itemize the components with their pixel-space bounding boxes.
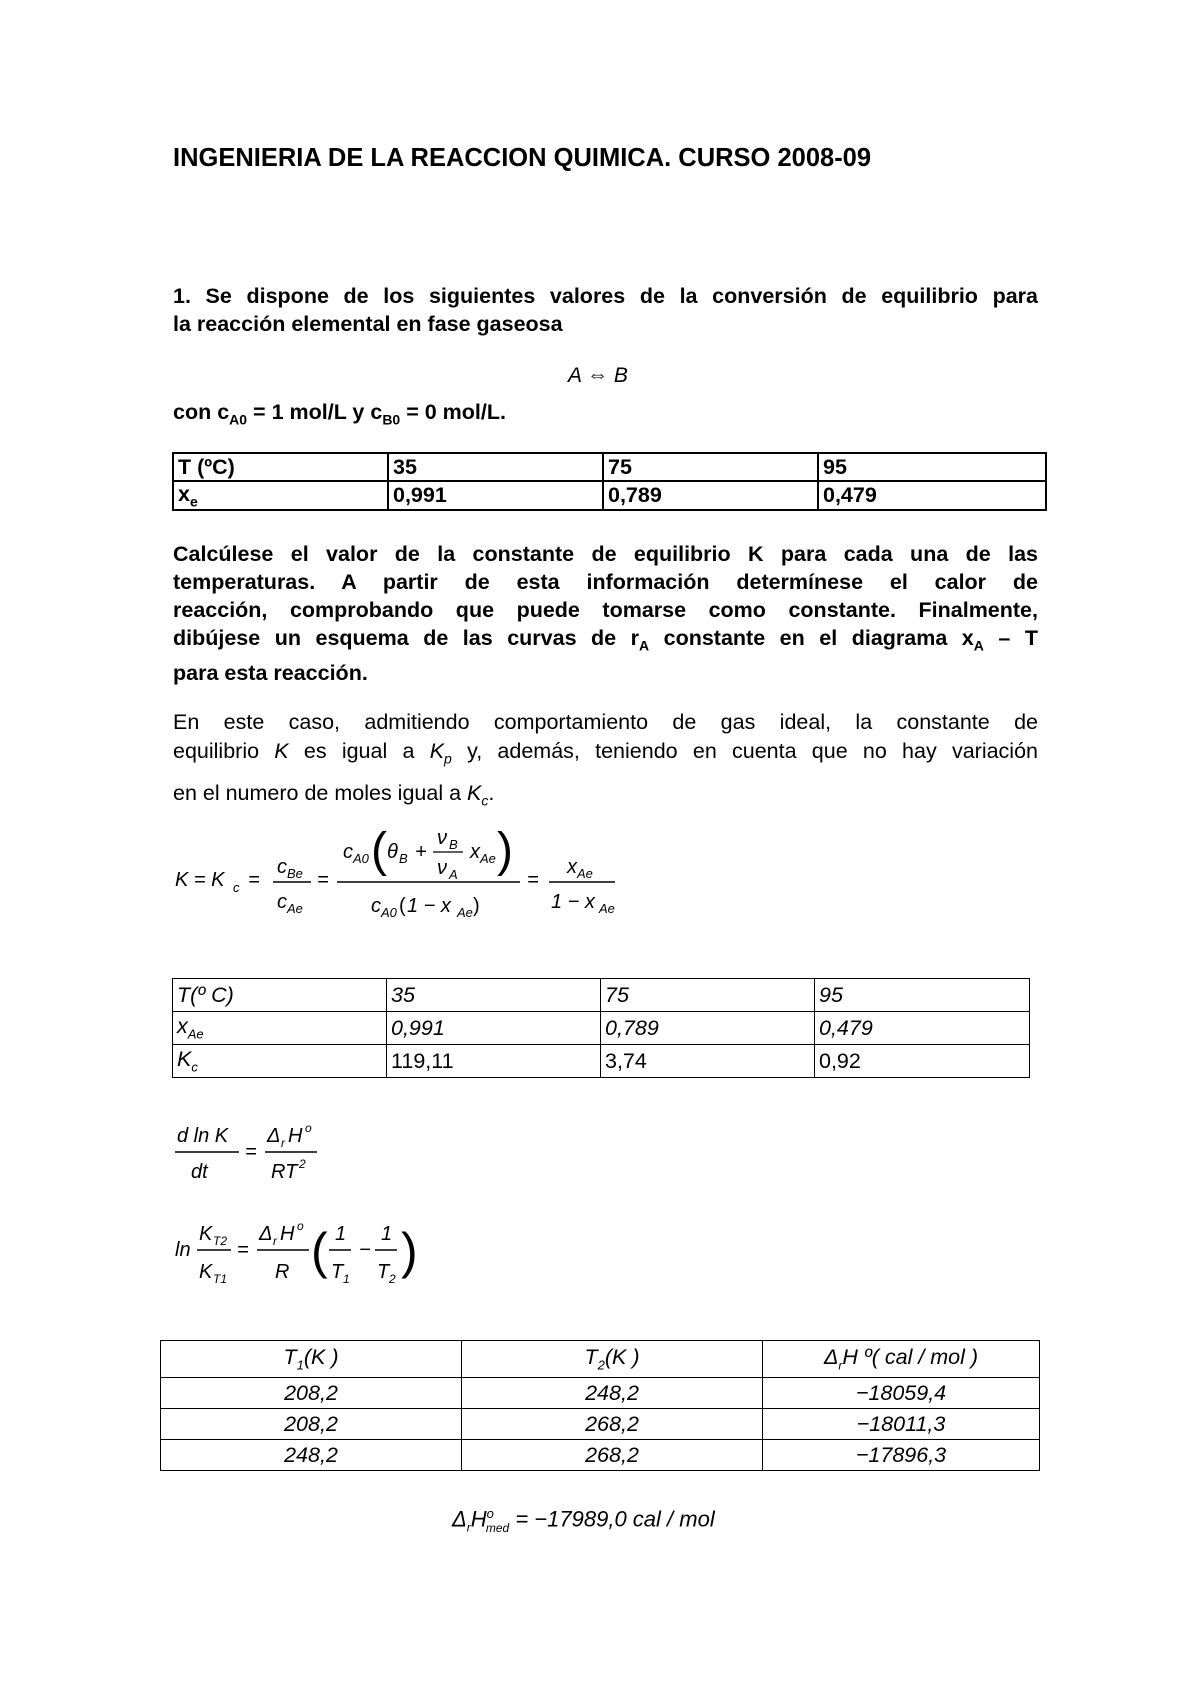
problem-line-2: la reacción elemental en fase gaseosa [173,312,563,336]
statement-line-4-a: dibújese un esquema de las curvas de r [173,626,639,650]
dH-tail: H º( cal / mol ) [842,1345,979,1370]
sol-l3-Kc-sub: c [481,792,489,809]
svg-text:x: x [567,856,577,878]
table-row [161,1440,1040,1471]
vant-hoff-differential [175,1118,335,1193]
xe-sub: e [189,493,198,510]
problem-intro [173,282,1038,338]
sol-l3-end: . [488,781,495,806]
table-cell: 248,2 [161,1440,462,1471]
T1-base: T [283,1345,297,1370]
page-title: INGENIERIA DE LA REACCION QUIMICA. CURSO 2008-09 [173,144,872,172]
table-cell: 268,2 [462,1409,763,1440]
sol-l3-Kc: K [467,781,482,806]
table-cell: 95 [818,453,1046,481]
svg-text:T2: T2 [213,1234,228,1248]
T2-base: T [584,1345,598,1370]
table-row [173,1012,1030,1045]
solution-paragraph [173,708,1038,816]
table-cell: 35 [388,453,603,481]
svg-text:A0: A0 [353,851,369,866]
table-row [173,481,1046,510]
svg-text:x: x [470,841,480,863]
table-row [173,453,1046,481]
svg-text:r: r [281,1136,285,1150]
svg-text:A: A [449,867,458,882]
cond-mid: = 1 mol/L y c [247,400,383,424]
xA-sub: A [973,637,984,654]
svg-text:c: c [277,891,287,913]
table-cell: 3,74 [601,1045,815,1078]
vant-hoff-integrated [175,1210,435,1295]
svg-text:H: H [288,1125,303,1147]
svg-text:): ) [473,895,480,917]
svg-text:(: ( [371,824,387,877]
svg-text:T: T [331,1261,344,1283]
xAe-sub: Ae [187,1026,204,1042]
svg-text:B: B [449,837,458,852]
statement-line-4-c: – T [983,626,1038,650]
sol-l2-Kp: K [429,739,445,763]
svg-text:(: ( [311,1223,328,1279]
solution-line-3 [173,779,1038,815]
svg-text:=: = [527,869,539,891]
table-row [173,1045,1030,1078]
svg-text:(: ( [399,895,406,917]
T2-tail: (K ) [604,1345,640,1370]
table-cell [462,1341,763,1378]
Kc-base: K [177,1047,192,1072]
svg-text:−: − [359,1239,371,1261]
sol-l2-c: y, además, teniendo en cuenta que no hay variación [451,739,1039,763]
table-cell: 75 [601,979,815,1012]
cond-suffix: = 0 mol/L. [400,400,506,424]
table-cell [173,1045,387,1078]
table-cell: 268,2 [462,1440,763,1471]
svg-text:c: c [371,895,381,917]
statement-line-1: Calcúlese el valor de la constante de equilibrio K para cada una de las [173,542,1038,566]
svg-text:K = K: K = K [175,869,225,891]
cb0-sub: B0 [382,411,401,428]
svg-text:ν: ν [437,827,447,849]
table-row [161,1409,1040,1440]
svg-text:Δ: Δ [267,1125,281,1147]
svg-text:=: = [237,1239,249,1261]
svg-text:T1: T1 [213,1272,228,1286]
table-cell: 95 [815,979,1030,1012]
T1-tail: (K ) [303,1345,339,1370]
table-cell: 0,479 [818,481,1046,510]
xe-base: x [178,482,190,506]
svg-text:Ae: Ae [599,901,615,916]
table-cell: 0,789 [601,1012,815,1045]
svg-text:dt: dt [191,1161,208,1183]
reaction-equation: A ⇔ B [568,364,628,387]
table-cell [763,1341,1040,1378]
svg-text:Ae: Ae [577,866,593,881]
svg-text:c: c [233,880,240,895]
xAe-base: x [177,1014,188,1039]
statement-line-4-b: constante en el diagrama x [649,626,974,650]
statement-line-3: reacción, comprobando que puede tomarse como constante. Finalmente, [173,598,1038,622]
table-cell: 35 [387,979,601,1012]
svg-text:B: B [399,851,408,866]
svg-text:θ: θ [387,841,398,863]
svg-text:): ) [497,824,513,877]
table-cell: T (ºC) [173,453,388,481]
svg-text:T: T [377,1261,390,1283]
table-cell: 208,2 [161,1378,462,1409]
sol-l2-Kp-sub: p [444,750,452,767]
kc-table [172,978,1030,1078]
k-equation-graphic [175,812,635,932]
table-row [161,1378,1040,1409]
vant-hoff-int-graphic [175,1210,435,1290]
solution-line-1: En este caso, admitiendo comportamiento de gas ideal, la constante de [173,710,1038,734]
table-row [161,1341,1040,1378]
svg-text:o: o [305,1121,312,1135]
statement-line-4 [173,624,1038,659]
svg-text:d ln K: d ln K [177,1125,229,1147]
svg-text:): ) [401,1223,418,1279]
table-cell: 0,479 [815,1012,1030,1045]
svg-text:=: = [317,869,329,891]
svg-text:R: R [275,1261,290,1283]
svg-text:1: 1 [335,1223,347,1245]
result-delta: Δ [452,1506,467,1532]
result-med-sub: med [485,1520,510,1535]
result-r-sub: r [466,1520,471,1535]
svg-text:Ae: Ae [480,851,496,866]
rA-sub: A [639,637,650,654]
sol-l2-b: es igual a [288,739,430,763]
sol-l2-K: K [274,739,289,763]
T2-sub: 2 [597,1357,605,1373]
ca0-sub: A0 [229,411,248,428]
equilibrium-constant-equation [175,812,635,938]
vant-hoff-diff-graphic [175,1118,335,1188]
problem-statement [173,540,1038,687]
svg-text:1 − x: 1 − x [551,891,595,913]
svg-text:c: c [343,841,353,863]
table-cell [173,1012,387,1045]
statement-line-5: para esta reacción. [173,661,368,686]
initial-conditions [173,398,506,433]
svg-text:A0: A0 [381,905,397,920]
result-value: = −17989,0 cal / mol [509,1506,715,1532]
svg-text:RT: RT [271,1161,298,1183]
solution-line-2 [173,737,1038,773]
table-cell: 0,991 [388,481,603,510]
svg-text:Ae: Ae [457,905,473,920]
table-cell: 0,789 [603,481,818,510]
svg-text:K: K [199,1223,213,1245]
table-cell: −17896,3 [763,1440,1040,1471]
svg-text:Be: Be [287,866,303,881]
table-cell: 208,2 [161,1409,462,1440]
statement-line-2: temperaturas. A partir de esta información determínese el calor de [173,570,1038,594]
dH-sub: r [838,1358,843,1373]
svg-text:Ae: Ae [287,901,303,916]
svg-text:1 − x: 1 − x [407,895,451,917]
svg-text:2: 2 [299,1157,306,1171]
svg-text:1: 1 [343,1272,350,1286]
svg-text:=: = [245,1141,257,1163]
table-row [173,979,1030,1012]
cond-prefix: con c [173,400,230,424]
svg-text:Δ: Δ [259,1223,273,1245]
table-cell: 248,2 [462,1378,763,1409]
table-cell [173,481,388,510]
table-cell: 119,11 [387,1045,601,1078]
enthalpy-table [160,1340,1040,1471]
svg-text:K: K [199,1261,213,1283]
equilibrium-data-table [172,452,1047,511]
svg-text:H: H [280,1223,295,1245]
table-cell [161,1341,462,1378]
table-cell: −18011,3 [763,1409,1040,1440]
svg-text:r: r [273,1234,277,1248]
table-cell: −18059,4 [763,1378,1040,1409]
svg-text:ν: ν [437,857,447,879]
sol-l3-a: en el numero de moles igual a [173,781,468,806]
table-cell: 75 [603,453,818,481]
table-cell: 0,991 [387,1012,601,1045]
table-cell: T(º C) [173,979,387,1012]
svg-text:1: 1 [381,1223,393,1245]
Kc-sub: c [191,1059,198,1075]
dH-base: Δ [823,1345,839,1370]
mean-enthalpy-result [452,1506,715,1535]
T1-sub: 1 [296,1357,304,1373]
problem-line-1: 1. Se dispone de los siguientes valores de la conversión de equilibrio para [173,284,1038,308]
result-sup: o [486,1506,494,1521]
sol-l2-a: equilibrio [173,739,275,763]
svg-text:ln: ln [175,1239,191,1261]
table-cell: 0,92 [815,1045,1030,1078]
svg-text:=: = [248,869,260,891]
result-H: H [470,1506,487,1532]
svg-text:c: c [277,856,287,878]
svg-text:2: 2 [389,1272,396,1286]
svg-text:+: + [415,841,427,863]
svg-text:o: o [297,1219,304,1233]
